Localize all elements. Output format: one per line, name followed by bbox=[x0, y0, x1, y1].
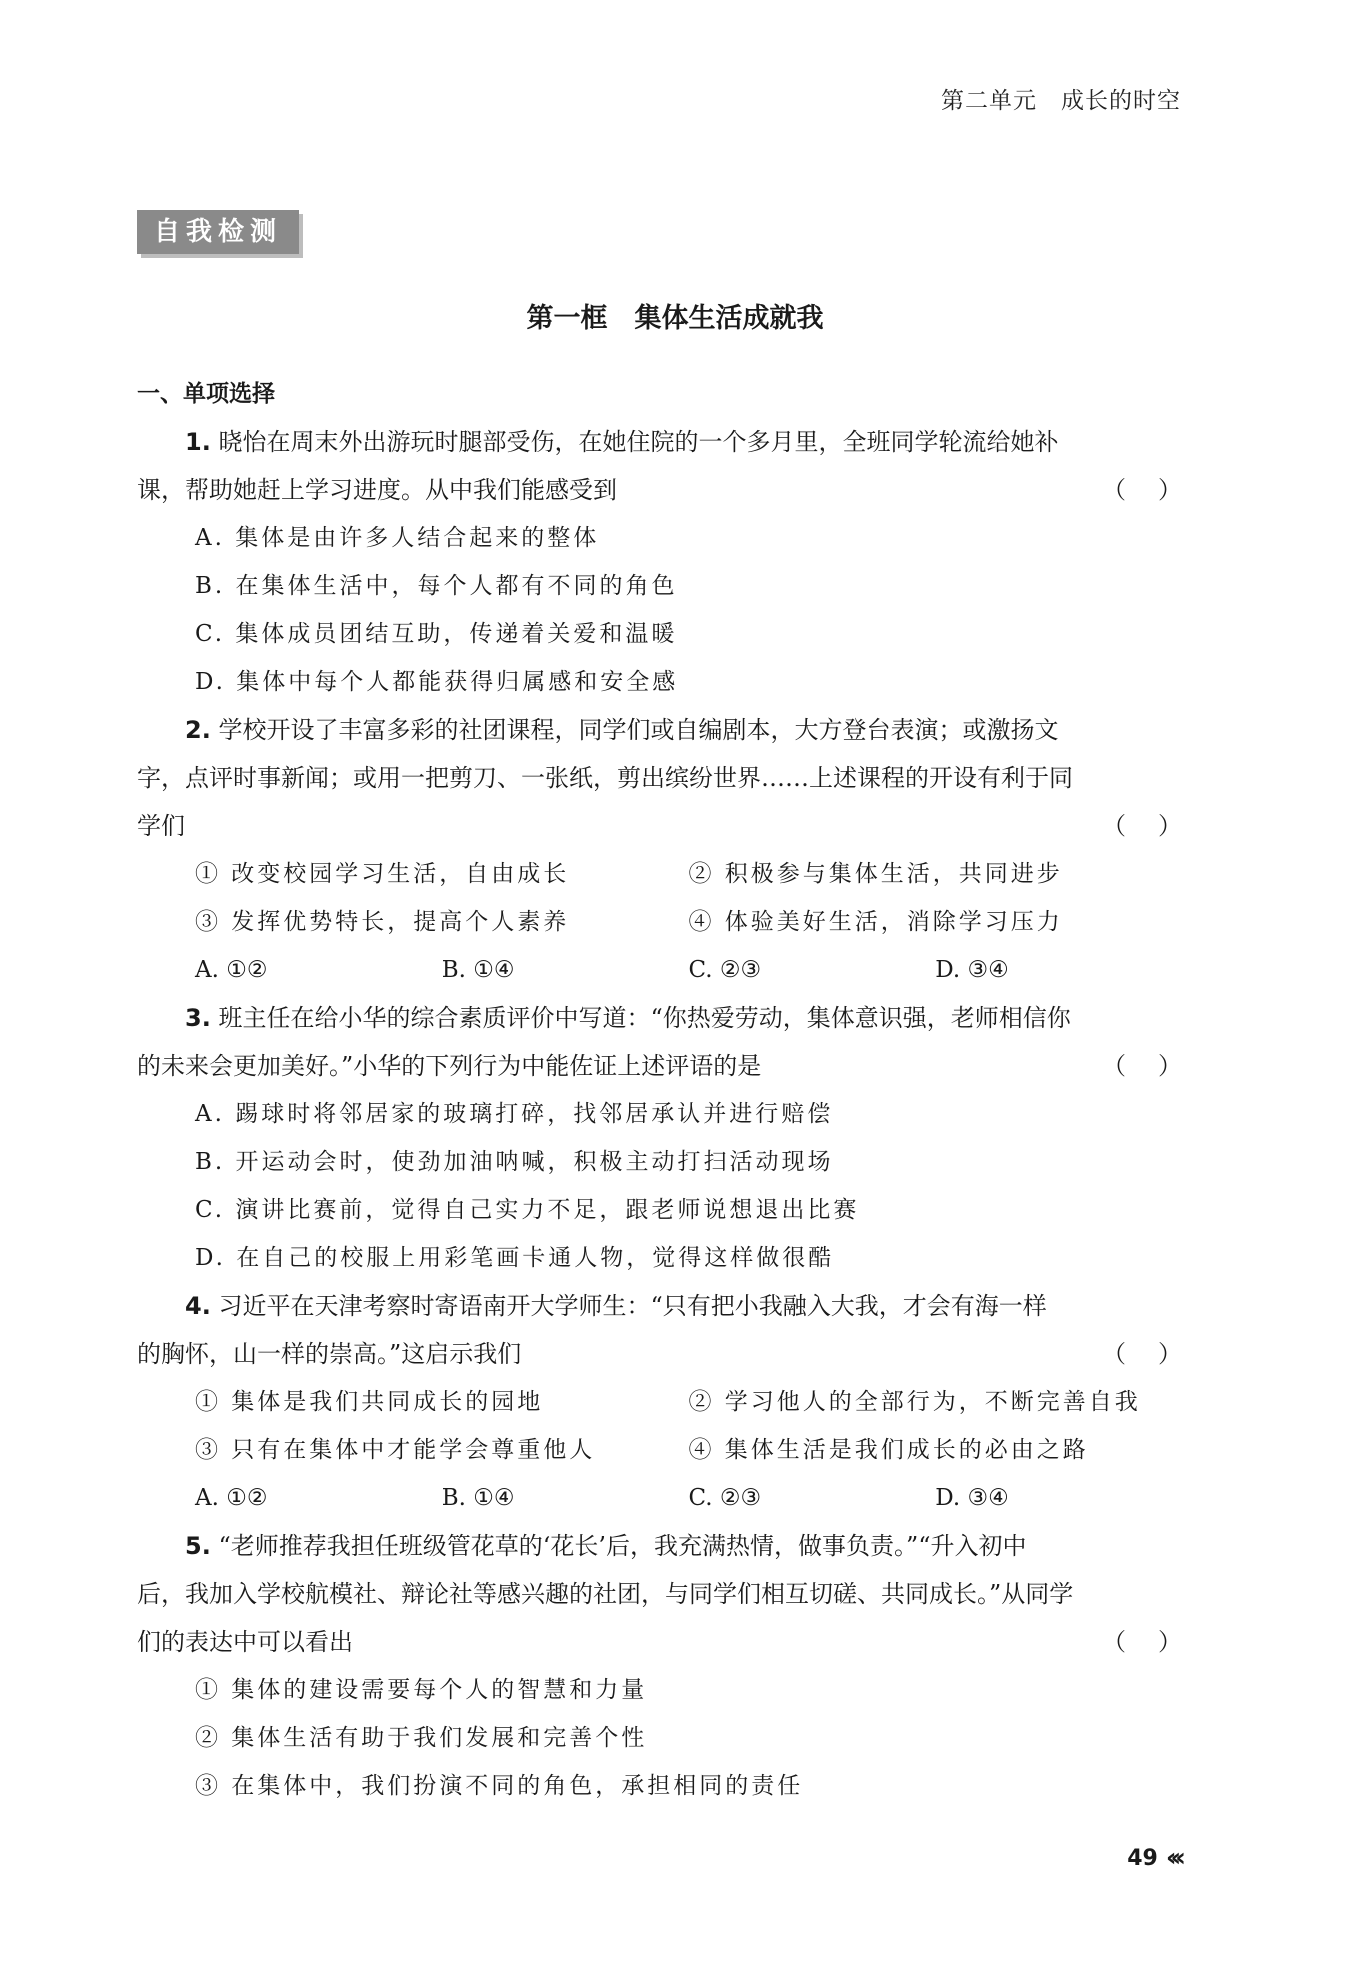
statement-4: ④ 体验美好生活，消除学习压力 bbox=[688, 909, 1063, 935]
question-stem bbox=[137, 1522, 1182, 1570]
question-2 bbox=[137, 706, 1182, 994]
option-c: C. 集体成员团结互助，传递着关爱和温暖 bbox=[195, 621, 678, 647]
self-check-badge: 自我检测 bbox=[137, 210, 299, 254]
question-stem bbox=[137, 1282, 1182, 1330]
option-d: D. 集体中每个人都能获得归属感和安全感 bbox=[195, 669, 679, 695]
stem-text: 班主任在给小华的综合素质评价中写道：“你热爱劳动，集体意识强，老师相信你 bbox=[218, 1004, 1071, 1032]
question-3 bbox=[137, 994, 1182, 1282]
question-stem bbox=[137, 706, 1182, 754]
question-4 bbox=[137, 1282, 1182, 1522]
question-5 bbox=[137, 1522, 1182, 1810]
statement-4: ④ 集体生活是我们成长的必由之路 bbox=[688, 1437, 1089, 1463]
statement-3: ③ 发挥优势特长，提高个人素养 bbox=[195, 909, 570, 935]
stem-text: 们的表达中可以看出 bbox=[137, 1628, 353, 1656]
statement-2: ② 集体生活有助于我们发展和完善个性 bbox=[195, 1725, 648, 1751]
question-stem-cont bbox=[137, 1330, 1182, 1378]
answer-blank[interactable]: （ ） bbox=[1102, 1628, 1182, 1656]
triple-chevron-left-icon: ‹‹‹ bbox=[1165, 1843, 1180, 1873]
question-stem bbox=[137, 994, 1182, 1042]
question-1 bbox=[137, 418, 1182, 706]
question-number: 1. bbox=[185, 428, 211, 456]
question-stem-cont bbox=[137, 466, 1182, 514]
stem-text: 字，点评时事新闻；或用一把剪刀、一张纸，剪出缤纷世界……上述课程的开设有利于同 bbox=[137, 764, 1073, 792]
choice-a: A. ①② bbox=[195, 957, 268, 983]
stem-text: 学校开设了丰富多彩的社团课程，同学们或自编剧本，大方登台表演；或激扬文 bbox=[218, 716, 1059, 744]
choice-c: C. ②③ bbox=[688, 1485, 762, 1511]
choice-b: B. ①④ bbox=[441, 957, 515, 983]
option-b: B. 在集体生活中，每个人都有不同的角色 bbox=[195, 573, 678, 599]
statement-3: ③ 只有在集体中才能学会尊重他人 bbox=[195, 1437, 596, 1463]
statement-row bbox=[137, 1426, 1182, 1474]
question-stem-cont bbox=[137, 1618, 1182, 1666]
question-stem-cont bbox=[137, 1042, 1182, 1090]
page-footer bbox=[1127, 1843, 1180, 1873]
option-d: D. 在自己的校服上用彩笔画卡通人物，觉得这样做很酷 bbox=[195, 1245, 835, 1271]
stem-text: 学们 bbox=[137, 812, 185, 840]
statement-row bbox=[137, 850, 1182, 898]
option-b: B. 开运动会时，使劲加油呐喊，积极主动打扫活动现场 bbox=[195, 1149, 834, 1175]
question-list bbox=[137, 418, 1182, 1810]
answer-blank[interactable]: （ ） bbox=[1102, 1340, 1182, 1368]
question-stem-cont bbox=[137, 802, 1182, 850]
statement-1: ① 改变校园学习生活，自由成长 bbox=[195, 861, 570, 887]
option-a: A. 踢球时将邻居家的玻璃打碎，找邻居承认并进行赔偿 bbox=[195, 1101, 834, 1127]
statement-1: ① 集体是我们共同成长的园地 bbox=[195, 1389, 544, 1415]
statement-2: ② 学习他人的全部行为，不断完善自我 bbox=[688, 1389, 1141, 1415]
statement-row bbox=[137, 898, 1182, 946]
choice-c: C. ②③ bbox=[688, 957, 762, 983]
option-c: C. 演讲比赛前，觉得自己实力不足，跟老师说想退出比赛 bbox=[195, 1197, 860, 1223]
statement-row bbox=[137, 1378, 1182, 1426]
choice-d: D. ③④ bbox=[935, 1485, 1009, 1511]
statement-2: ② 积极参与集体生活，共同进步 bbox=[688, 861, 1063, 887]
answer-blank[interactable]: （ ） bbox=[1102, 476, 1182, 504]
question-number: 5. bbox=[185, 1532, 211, 1560]
unit-header: 第二单元 成长的时空 bbox=[941, 88, 1181, 114]
page-number: 49 bbox=[1127, 1845, 1158, 1871]
stem-text: 习近平在天津考察时寄语南开大学师生：“只有把小我融入大我，才会有海一样 bbox=[218, 1292, 1047, 1320]
question-stem-cont bbox=[137, 1570, 1182, 1618]
option-a: A. 集体是由许多人结合起来的整体 bbox=[195, 525, 600, 551]
choice-row bbox=[137, 946, 1182, 994]
choice-b: B. ①④ bbox=[441, 1485, 515, 1511]
page-title: 第一框 集体生活成就我 bbox=[526, 303, 824, 334]
stem-text: 晓怡在周末外出游玩时腿部受伤，在她住院的一个多月里，全班同学轮流给她补 bbox=[218, 428, 1059, 456]
choice-row bbox=[137, 1474, 1182, 1522]
question-stem bbox=[137, 418, 1182, 466]
stem-text: 的胸怀，山一样的崇高。”这启示我们 bbox=[137, 1340, 522, 1368]
stem-text: “老师推荐我担任班级管花草的‘花长’后，我充满热情，做事负责。”“升入初中 bbox=[218, 1532, 1027, 1560]
section-heading: 一、单项选择 bbox=[137, 381, 275, 407]
question-number: 4. bbox=[185, 1292, 211, 1320]
choice-a: A. ①② bbox=[195, 1485, 268, 1511]
statement-1: ① 集体的建设需要每个人的智慧和力量 bbox=[195, 1677, 648, 1703]
stem-text: 的未来会更加美好。”小华的下列行为中能佐证上述评语的是 bbox=[137, 1052, 762, 1080]
answer-blank[interactable]: （ ） bbox=[1102, 812, 1182, 840]
question-number: 2. bbox=[185, 716, 211, 744]
question-number: 3. bbox=[185, 1004, 211, 1032]
statement-3: ③ 在集体中，我们扮演不同的角色，承担相同的责任 bbox=[195, 1773, 804, 1799]
question-stem-cont bbox=[137, 754, 1182, 802]
choice-d: D. ③④ bbox=[935, 957, 1009, 983]
stem-text: 后，我加入学校航模社、辩论社等感兴趣的社团，与同学们相互切磋、共同成长。”从同学 bbox=[137, 1580, 1074, 1608]
stem-text: 课，帮助她赶上学习进度。从中我们能感受到 bbox=[137, 476, 617, 504]
answer-blank[interactable]: （ ） bbox=[1102, 1052, 1182, 1080]
